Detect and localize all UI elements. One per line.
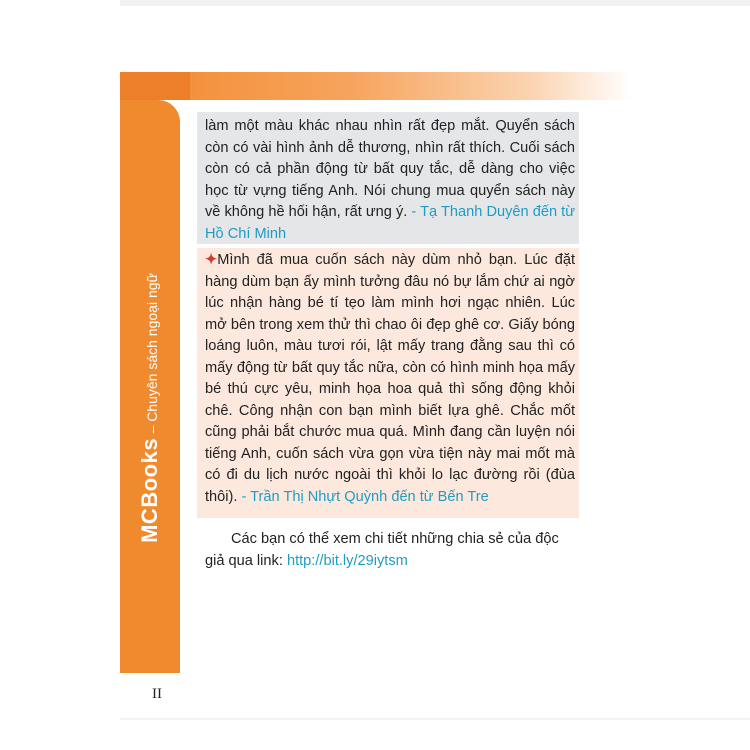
review-2-text: Mình đã mua cuốn sách này dùm nhỏ bạn. Lúc đặt hàng dùm bạn ấy mình tưởng đâu nó bự lắm chứ ai ngờ lúc nhận hàng bé tí tẹo làm mình hơi ngạc nhiên. Lúc mở bên trong xem thử thì chao ôi đẹp ghê cơ. Giấy bóng loáng luôn, màu tươi rói, lật mấy trang đằng sau thì có mấy động từ bất quy tắc nữa, còn có hình minh họa mấy bé thú cực yêu, minh họa hoa quả thì sống động khỏi chê. Công nhận con bạn mình biết lựa ghê. Chắc mốt cũng phải bắt chước mua quá. Mình đang cần luyện nói tiếng Anh, cuốn sách vừa gọn vừa tiện này mai mốt mà có đi du lịch nước ngoài thì khỏi lo lạc đường rồi (đùa thôi). (205, 252, 575, 505)
footer-text: Các bạn có thể xem chi tiết những chia sẻ của độc giả qua link: (205, 531, 559, 569)
page-number: II (152, 686, 162, 702)
review-marker-icon: ✦ (205, 252, 218, 268)
header-bar-accent (120, 72, 190, 100)
brand-tagline: – Chuyên sách ngoại ngữ (144, 273, 160, 434)
sidebar-branding (137, 273, 163, 543)
page-bottom-edge (120, 718, 750, 720)
footer-paragraph (205, 528, 573, 572)
brand-logo-text: MCBooks (137, 437, 162, 543)
review-1-text: làm một màu khác nhau nhìn rất đẹp mắt. Quyển sách còn có vài hình ảnh dễ thương, nhìn rất thích. Cuối sách còn có cả phần động từ bất quy tắc, dễ dàng cho việc học từ vựng tiếng Anh. Nói chung mua quyển sách này về không hề hối hận, rất ưng ý. (205, 118, 575, 220)
review-2-author: - Trần Thị Nhựt Quỳnh đến từ Bến Tre (237, 488, 489, 505)
review-box-1 (197, 112, 579, 244)
header-gradient-bar (120, 72, 632, 100)
page-top-edge (120, 0, 750, 6)
footer-link[interactable]: http://bit.ly/29iytsm (286, 553, 408, 569)
review-box-2 (197, 248, 579, 518)
review-1-author: - Tạ Thanh Duyên đến từ Hồ Chí Minh (205, 204, 575, 242)
